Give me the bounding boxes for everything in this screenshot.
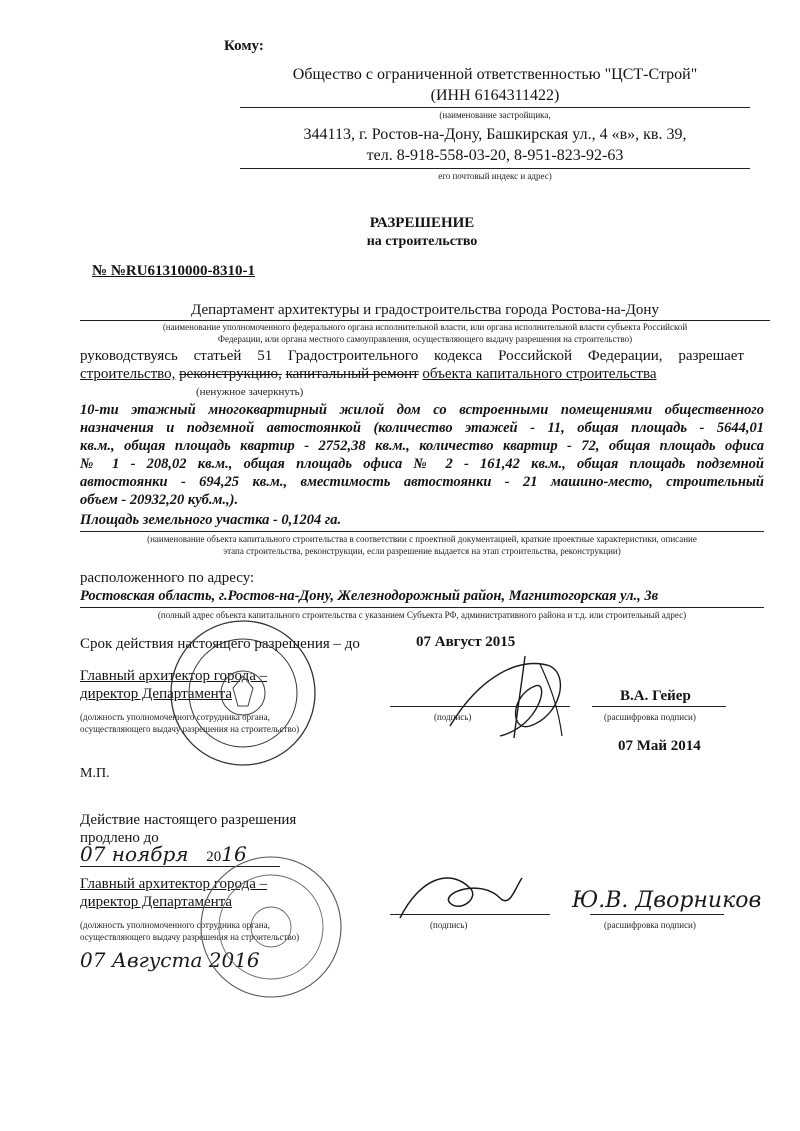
signatory-name: В.А. Гейер — [620, 688, 691, 704]
land-area: Площадь земельного участка - 0,1204 га. — [80, 512, 342, 528]
object-line-5: автостоянки - 694,25 кв.м., вместимость автостоянки - 21 машино-место, строительный — [80, 474, 764, 490]
authority-caption-1: (наименование уполномоченного федерального органа исполнительной власти, или органа исполнительной власти субъекта Российской — [162, 322, 688, 332]
document-subtitle: на строительство — [366, 234, 478, 249]
location-label: расположенного по адресу: — [80, 570, 255, 586]
recipient-name-caption: (наименование застройщика, — [439, 110, 551, 120]
extension-handwritten-year: 16 — [221, 842, 247, 866]
object-caption-2: этапа строительства, реконструкции, если разрешение выдается на этап строительства, реконструкции) — [223, 546, 621, 556]
object-line-4: № 1 - 208,02 кв.м., общая площадь офиса № 2 - 161,42 кв.м., общая площадь подземной — [80, 456, 764, 472]
recipient-name-underline — [240, 107, 750, 108]
authority-underline — [80, 320, 770, 321]
extension-position-caption-2: осуществляющего выдачу разрешения на строительство) — [80, 932, 300, 942]
signature-1-icon — [440, 636, 590, 746]
name-line-1 — [592, 706, 726, 707]
signature-caption-2: (подпись) — [430, 920, 468, 930]
location-address: Ростовская область, г.Ростов-на-Дону, Железнодорожный район, Магнитогорская ул., 3в — [80, 588, 659, 604]
object-line-1: 10-ти этажный многоквартирный жилой дом со встроенными помещениями общественного — [80, 402, 764, 418]
name-caption-2: (расшифровка подписи) — [604, 920, 696, 930]
object-line-2: назначения и подземной автостоянкой (количество этажей - 11, общая площадь - 5644,01 — [80, 420, 764, 436]
signatory-date: 07 Май 2014 — [618, 738, 701, 754]
object-line-6: объем - 20932,20 куб.м.,). — [80, 492, 239, 508]
extension-label-2: продлено до — [80, 830, 159, 846]
signature-caption-1: (подпись) — [434, 712, 472, 722]
to-label: Кому: — [224, 38, 264, 54]
authority-name: Департамент архитектуры и градостроительства города Ростова-на-Дону — [191, 302, 659, 318]
name-caption-1: (расшифровка подписи) — [604, 712, 696, 722]
struck-reconstruction: реконструкцию, — [179, 366, 282, 382]
recipient-address-caption: его почтовый индекс и адрес) — [438, 171, 552, 181]
location-underline — [80, 607, 764, 608]
official-seal-2-icon — [196, 852, 346, 1002]
location-caption: (полный адрес объекта капитального строительства с указанием Субъекта РФ, административного района и т.д. или строительный адрес) — [157, 610, 687, 620]
extension-label-1: Действие настоящего разрешения — [80, 812, 297, 828]
permit-type: строительство, — [80, 366, 176, 382]
recipient-name: Общество с ограниченной ответственностью "ЦСТ-Строй" — [292, 66, 698, 83]
struck-repair: капитальный ремонт — [285, 366, 419, 382]
recipient-address: 344113, г. Ростов-на-Дону, Башкирская ул., 4 «в», кв. 39, — [303, 126, 687, 143]
seal-label: М.П. — [80, 766, 110, 781]
recipient-phone: тел. 8-918-558-03-20, 8-951-823-92-63 — [366, 147, 624, 164]
validity-label: Срок действия настоящего разрешения – до — [80, 636, 360, 652]
basis-text: руководствуясь статьей 51 Градостроительного кодекса Российской Федерации, разрешает — [80, 348, 744, 364]
document-title: РАЗРЕШЕНИЕ — [369, 215, 475, 231]
name-line-2 — [590, 914, 724, 915]
authority-caption-2: Федерации, или органа местного самоуправления, осуществляющего выдачу разрешения на строительство) — [217, 334, 633, 344]
extension-position-2: директор Департамента — [80, 894, 233, 910]
permit-number: № №RU61310000-8310-1 — [92, 263, 256, 279]
object-underline — [80, 531, 764, 532]
signatory-position-1: Главный архитектор города – — [80, 668, 268, 684]
recipient-address-underline — [240, 168, 750, 169]
object-caption-1: (наименование объекта капитального строительства в соответствии с проектной документацией, краткие проектные характеристики, описание — [147, 534, 697, 544]
strike-note: (ненужное зачеркнуть) — [196, 386, 304, 398]
signatory-position-caption-1: (должность уполномоченного сотрудника органа, — [80, 712, 270, 722]
signature-2-icon — [390, 858, 530, 928]
official-seal-1-icon — [168, 618, 318, 768]
basis-permit-line — [80, 366, 657, 383]
validity-date: 07 Август 2015 — [416, 634, 516, 650]
object-line-3: кв.м., общая площадь квартир - 2752,38 кв.м., количество квартир - 72, общая площадь офиса — [80, 438, 764, 454]
extension-position-1: Главный архитектор города – — [80, 876, 268, 892]
recipient-inn: (ИНН 6164311422) — [430, 87, 560, 104]
signatory-position-caption-2: осуществляющего выдачу разрешения на строительство) — [80, 724, 300, 734]
extension-handwritten-date: 07 ноября — [80, 842, 189, 866]
object-label: объекта капитального строительства — [422, 366, 657, 382]
extension-handwritten-sign-date: 07 Августа 2016 — [80, 948, 260, 972]
extension-handwritten-name: Ю.В. Дворников — [572, 888, 762, 913]
extension-position-caption-1: (должность уполномоченного сотрудника органа, — [80, 920, 270, 930]
extension-year-prefix: 20 — [206, 849, 222, 865]
signatory-position-2: директор Департамента — [80, 686, 233, 702]
